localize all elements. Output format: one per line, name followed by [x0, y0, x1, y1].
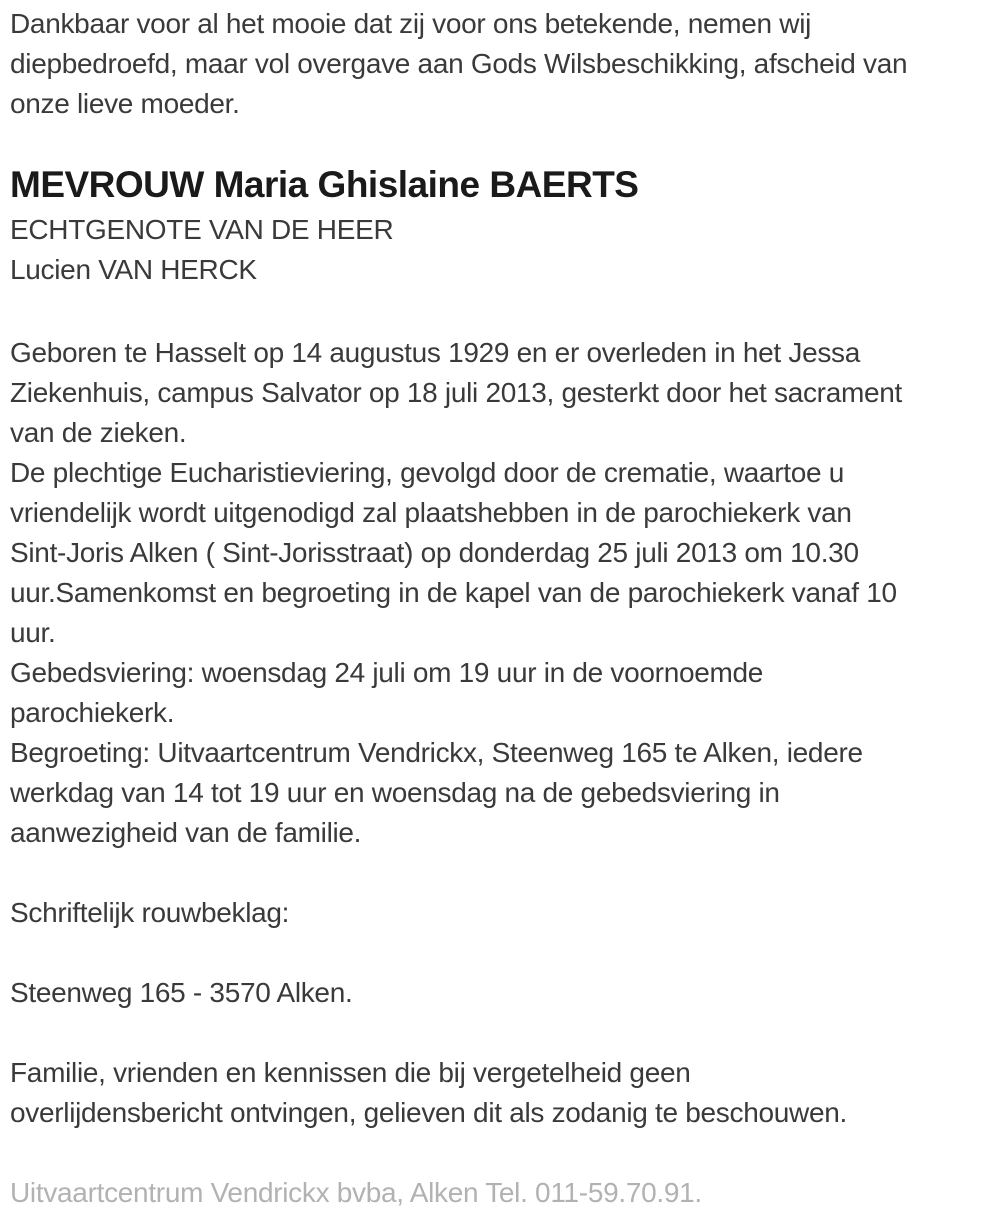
detail-line: werkdag van 14 tot 19 uur en woensdag na de gebedsviering in	[10, 777, 780, 808]
ceremony-details-paragraph	[10, 333, 988, 853]
intro-line: Dankbaar voor al het mooie dat zij voor ons betekende, nemen wij	[10, 8, 812, 39]
detail-line: parochiekerk.	[10, 697, 175, 728]
detail-line: Sint-Joris Alken ( Sint-Jorisstraat) op donderdag 25 juli 2013 om 10.30	[10, 537, 859, 568]
funeral-home-footer: Uitvaartcentrum Vendrickx bvba, Alken Tel. 011-59.70.91.	[10, 1177, 702, 1208]
detail-line: uur.Samenkomst en begroeting in de kapel van de parochiekerk vanaf 10	[10, 577, 897, 608]
detail-line: vriendelijk wordt uitgenodigd zal plaatshebben in de parochiekerk van	[10, 497, 852, 528]
detail-line: Gebedsviering: woensdag 24 juli om 19 uur in de voornoemde	[10, 657, 764, 688]
spouse-title-line: ECHTGENOTE VAN DE HEER	[10, 214, 394, 245]
detail-line: Geboren te Hasselt op 14 augustus 1929 en er overleden in het Jessa	[10, 337, 861, 368]
condolence-heading: Schriftelijk rouwbeklag:	[10, 897, 290, 928]
spouse-name-line: Lucien VAN HERCK	[10, 254, 257, 285]
notice-line: Familie, vrienden en kennissen die bij vergetelheid geen	[10, 1057, 691, 1088]
detail-line: van de zieken.	[10, 417, 187, 448]
detail-line: De plechtige Eucharistieviering, gevolgd door de crematie, waartoe u	[10, 457, 845, 488]
intro-line: diepbedroefd, maar vol overgave aan Gods Wilsbeschikking, afscheid van	[10, 48, 908, 79]
deceased-name-heading: MEVROUW Maria Ghislaine BAERTS	[10, 164, 639, 205]
detail-line: Ziekenhuis, campus Salvator op 18 juli 2013, gesterkt door het sacrament	[10, 377, 903, 408]
intro-line: onze lieve moeder.	[10, 88, 240, 119]
intro-paragraph	[10, 4, 988, 124]
detail-line: aanwezigheid van de familie.	[10, 817, 362, 848]
detail-line: uur.	[10, 617, 56, 648]
detail-line: Begroeting: Uitvaartcentrum Vendrickx, Steenweg 165 te Alken, iedere	[10, 737, 863, 768]
notice-paragraph	[10, 1053, 988, 1133]
notice-line: overlijdensbericht ontvingen, gelieven dit als zodanig te beschouwen.	[10, 1097, 847, 1128]
address-line: Steenweg 165 - 3570 Alken.	[10, 977, 353, 1008]
spouse-block	[10, 210, 988, 290]
